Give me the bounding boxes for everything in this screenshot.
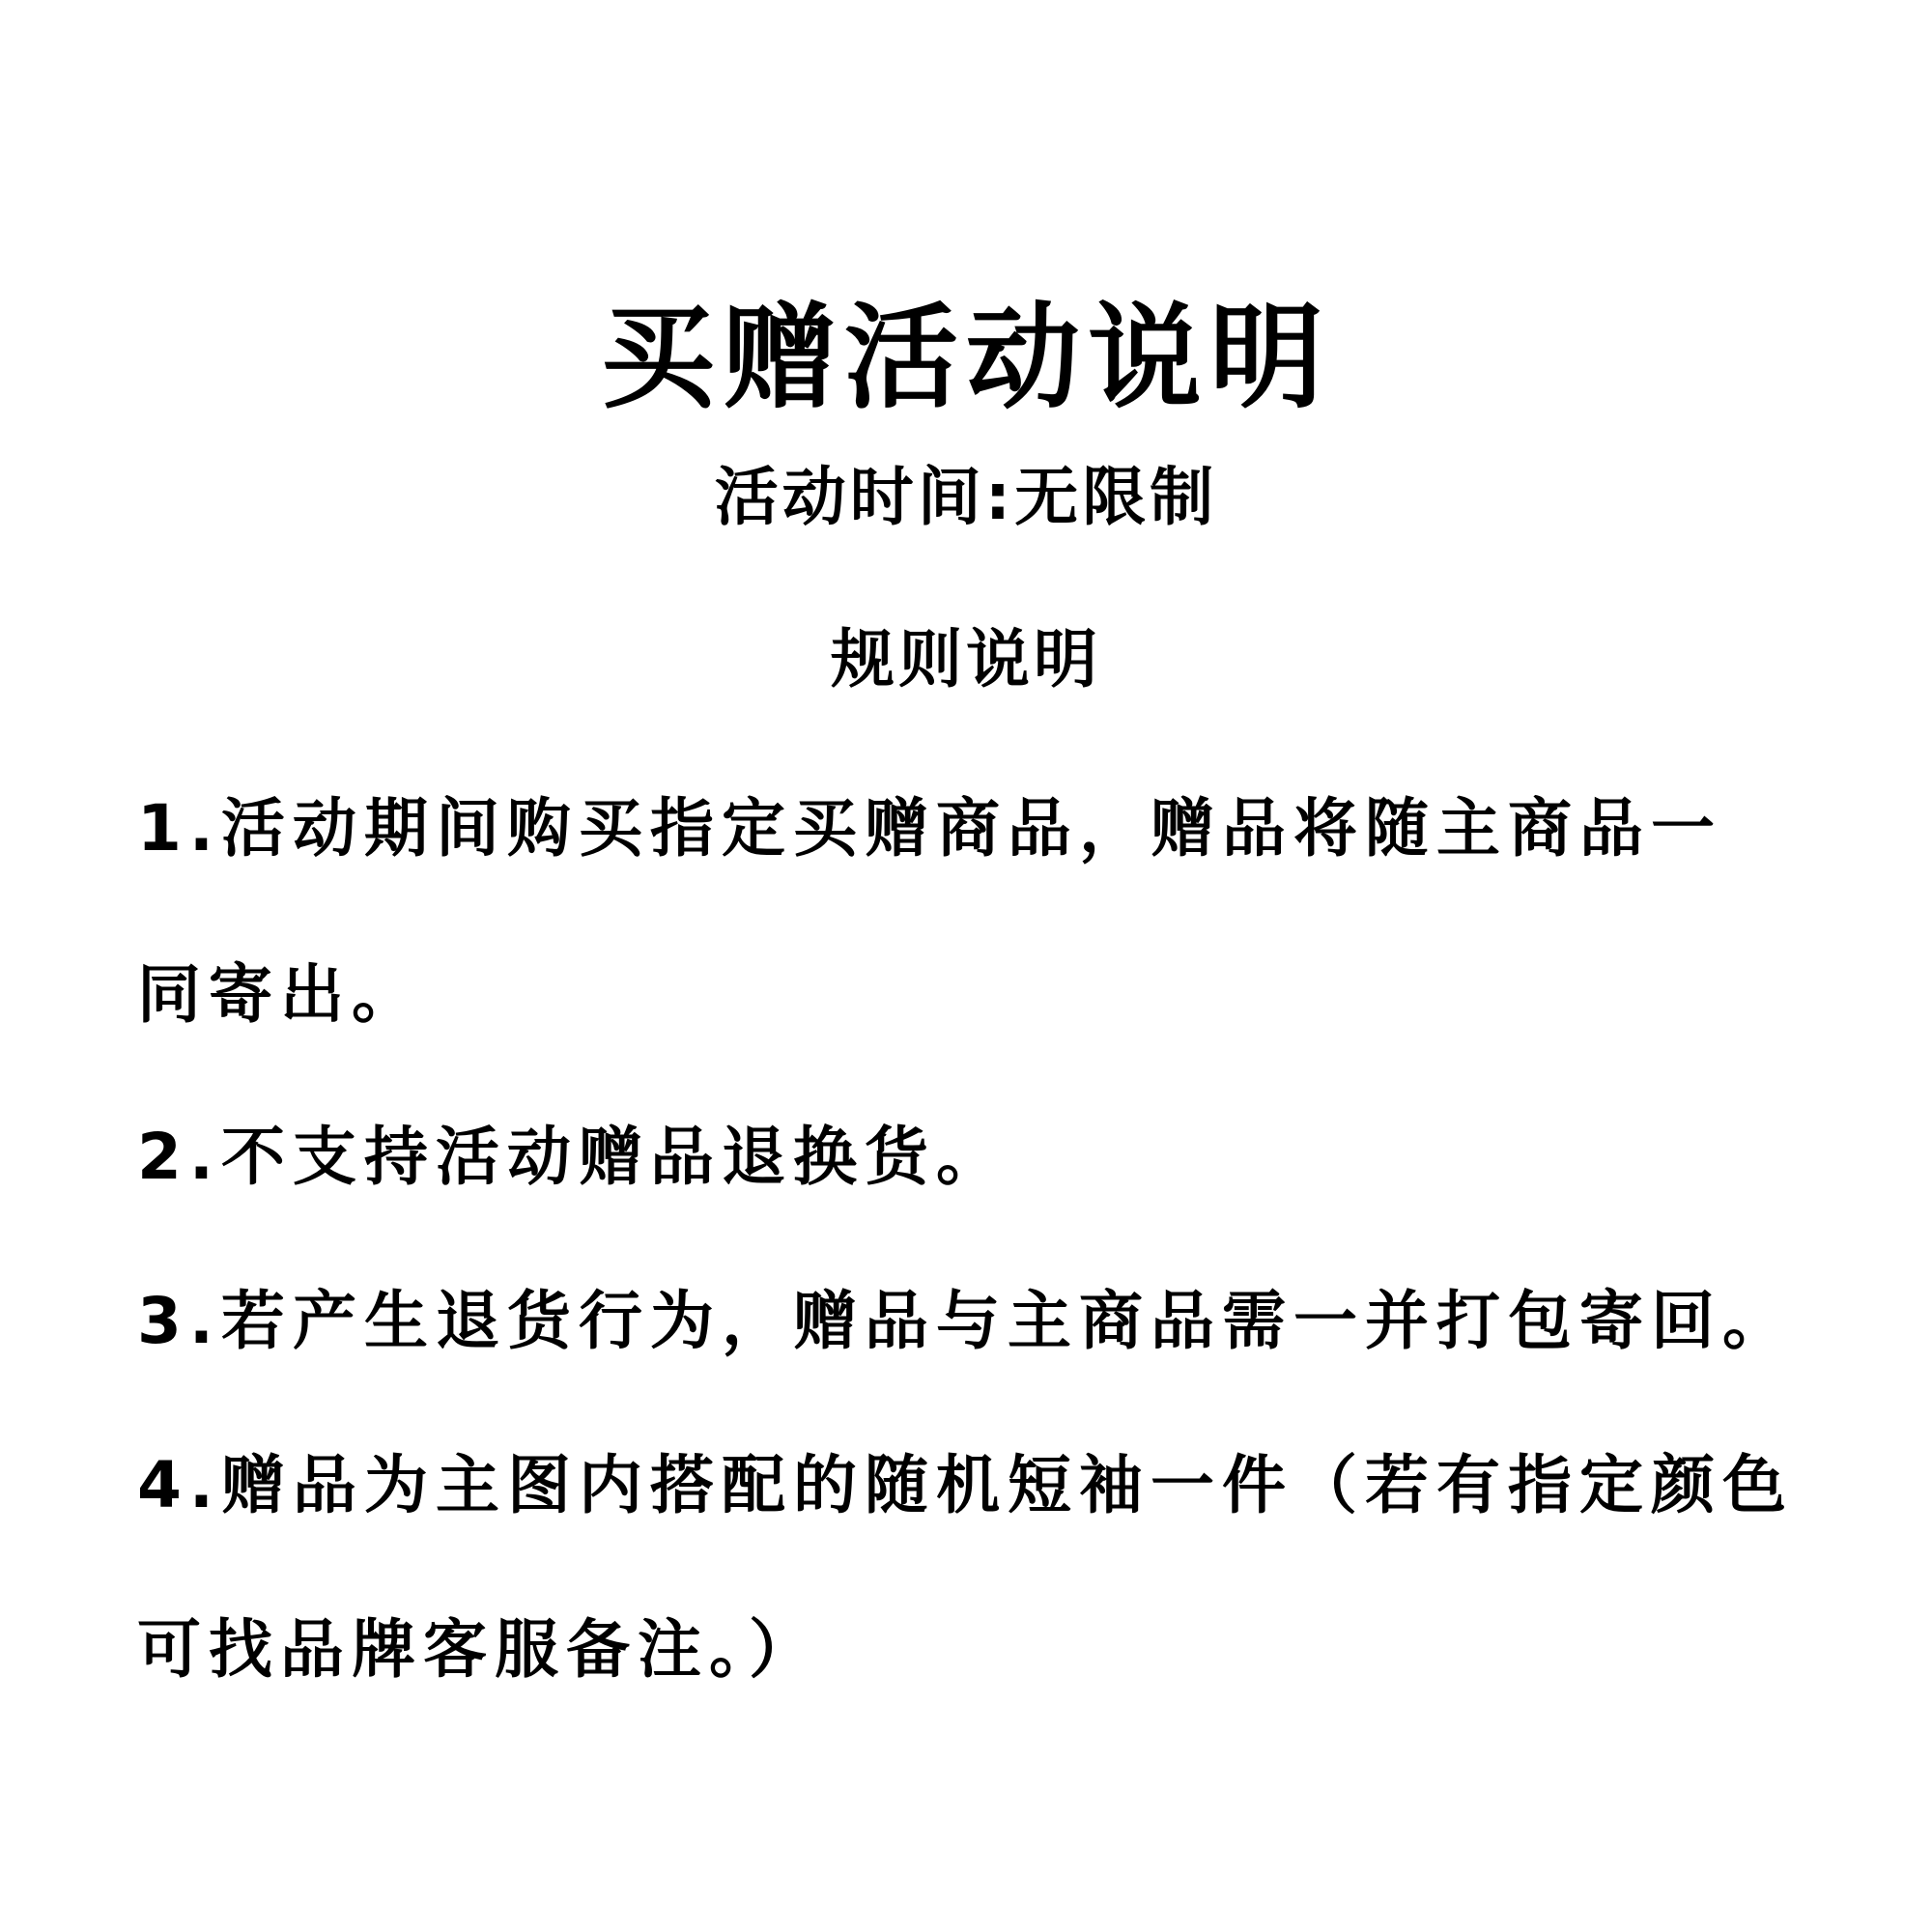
rule-line: 2.不支持活动赠品退换货。	[137, 1120, 1008, 1194]
rule-line: 4.赠品为主图内搭配的随机短袖一件（若有指定颜色	[137, 1448, 1794, 1522]
activity-time: 活动时间:无限制	[714, 460, 1218, 534]
rule-line: 3.若产生退货行为，赠品与主商品需一并打包寄回。	[137, 1284, 1794, 1358]
rule-line: 可找品牌客服备注。）	[137, 1612, 820, 1687]
rule-line: 同寄出。	[137, 957, 423, 1032]
rules-heading: 规则说明	[831, 622, 1101, 696]
rule-line: 1.活动期间购买指定买赠商品，赠品将随主商品一	[137, 791, 1722, 866]
page-title: 买赠活动说明	[600, 291, 1331, 424]
